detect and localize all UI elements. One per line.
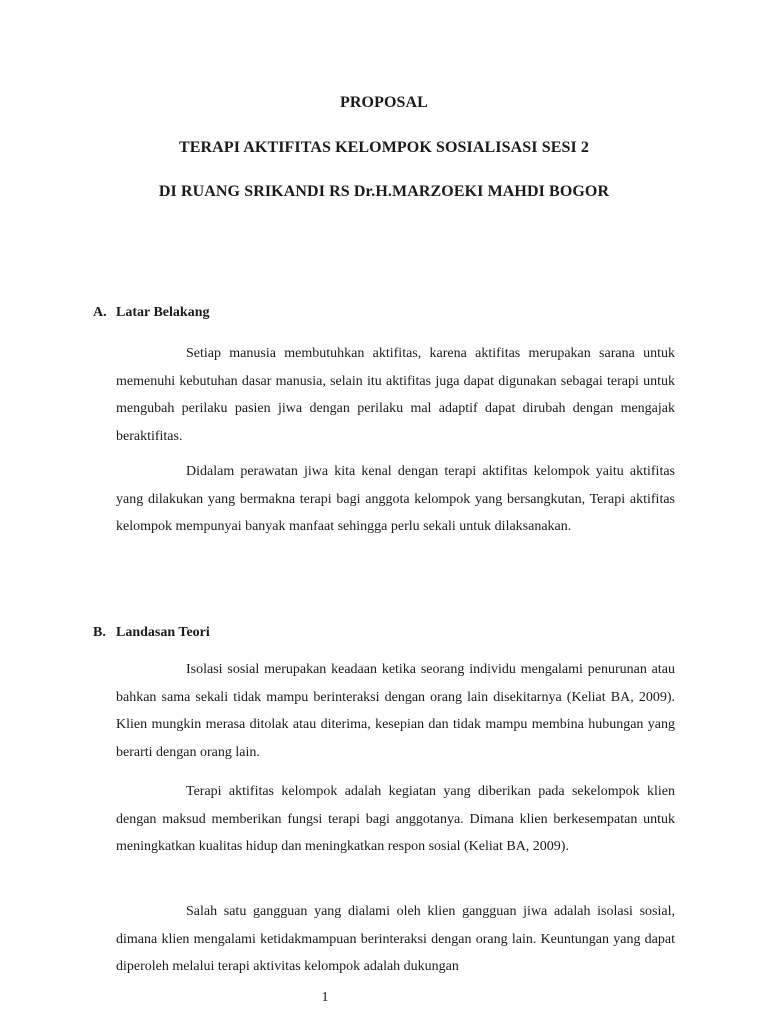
page-number: 1	[321, 990, 329, 1005]
paragraph: Didalam perawatan jiwa kita kenal dengan terapi aktifitas kelompok yaitu aktifitas yang dilakukan yang bermakna terapi bagi anggota kelompok yang bersangkutan, Terapi aktifitas kelompok mempunyai banyak manfaat sehingga perlu sekali untuk dilaksanakan.	[116, 464, 675, 534]
section-title: Landasan Teori	[116, 625, 210, 640]
section-title: Latar Belakang	[116, 305, 210, 320]
document-location: DI RUANG SRIKANDI RS Dr.H.MARZOEKI MAHDI BOGOR	[158, 183, 610, 200]
section-letter: B.	[93, 625, 106, 640]
document-subtitle: TERAPI AKTIFITAS KELOMPOK SOSIALISASI SESI 2	[178, 139, 589, 156]
document-title: PROPOSAL	[340, 94, 428, 111]
paragraph: Isolasi sosial merupakan keadaan ketika seorang individu mengalami penurunan atau bahkan sama sekali tidak mampu berinteraksi dengan orang lain disekitarnya (Keliat BA, 2009). Klien mungkin merasa ditolak atau diterima, kesepian dan tidak mampu membina hubungan yang berarti dengan orang lain.	[116, 662, 675, 760]
paragraph: Salah satu gangguan yang dialami oleh klien gangguan jiwa adalah isolasi sosial, dimana klien mengalami ketidakmampuan berinteraksi dengan orang lain. Keuntungan yang dapat diperoleh melalui terapi aktivitas kelompok adalah dukungan	[116, 904, 675, 974]
section-letter: A.	[93, 305, 107, 320]
section-heading-landasan-teori	[93, 625, 210, 641]
paragraph: Setiap manusia membutuhkan aktifitas, karena aktifitas merupakan sarana untuk memenuhi kebutuhan dasar manusia, selain itu aktifitas juga dapat digunakan sebagai terapi untuk mengubah perilaku pasien jiwa dengan perilaku mal adaptif dapat dirubah dengan mengajak beraktifitas.	[116, 346, 675, 444]
section-heading-latar-belakang	[93, 305, 209, 321]
paragraph: Terapi aktifitas kelompok adalah kegiatan yang diberikan pada sekelompok klien dengan maksud memberikan fungsi terapi bagi anggotanya. Dimana klien berkesempatan untuk meningkatkan kualitas hidup dan meningkatkan respon sosial (Keliat BA, 2009).	[116, 784, 675, 854]
